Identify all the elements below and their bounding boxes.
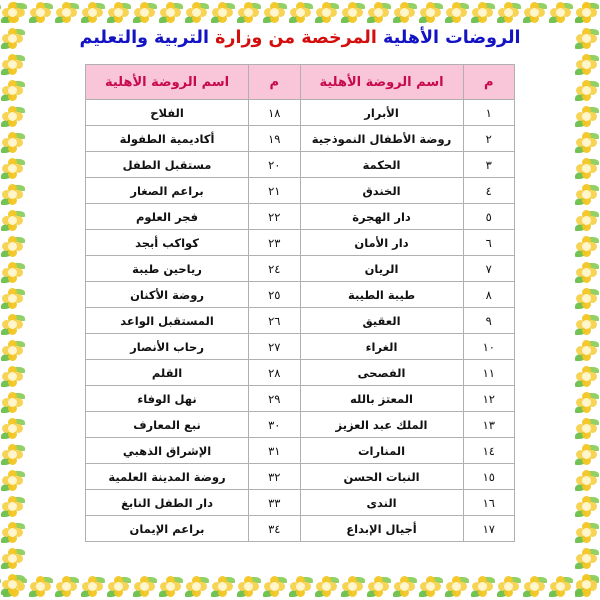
cell-num-right: ١ (463, 100, 514, 126)
flower-icon (132, 574, 158, 600)
flower-icon (28, 574, 54, 600)
cell-num-left: ٣٤ (249, 516, 300, 542)
header-num-right: م (463, 65, 514, 100)
flower-icon (0, 390, 26, 416)
flower-icon (210, 0, 236, 26)
flower-icon (574, 494, 600, 520)
table-header-row (86, 65, 515, 100)
flower-icon (574, 0, 600, 26)
cell-num-left: ٢٨ (249, 360, 300, 386)
page-title (26, 28, 574, 48)
table-row (86, 438, 515, 464)
cell-name-left: نبع المعارف (86, 412, 249, 438)
title-segment-1: الروضات الأهلية (382, 28, 521, 48)
flower-icon (418, 0, 444, 26)
flower-icon (574, 468, 600, 494)
flower-icon (392, 0, 418, 26)
flower-icon (522, 0, 548, 26)
cell-name-right: الندى (300, 490, 463, 516)
cell-num-right: ٥ (463, 204, 514, 230)
cell-num-right: ١٠ (463, 334, 514, 360)
cell-name-left: براعم الصغار (86, 178, 249, 204)
cell-name-right: طيبة الطيبة (300, 282, 463, 308)
table-row (86, 152, 515, 178)
flower-icon (392, 574, 418, 600)
cell-name-right: روضة الأطفال النموذجية (300, 126, 463, 152)
header-name-right: اسم الروضة الأهلية (300, 65, 463, 100)
flower-icon (210, 574, 236, 600)
flower-icon (0, 234, 26, 260)
flower-icon (366, 574, 392, 600)
flower-icon (0, 364, 26, 390)
cell-num-left: ٢٦ (249, 308, 300, 334)
flower-icon (574, 104, 600, 130)
cell-num-right: ٣ (463, 152, 514, 178)
cell-name-left: براعم الإيمان (86, 516, 249, 542)
table-row (86, 386, 515, 412)
cell-num-left: ٢٧ (249, 334, 300, 360)
flower-icon (0, 494, 26, 520)
decorative-border-right (574, 0, 600, 600)
table-row (86, 308, 515, 334)
flower-icon (548, 574, 574, 600)
flower-icon (444, 574, 470, 600)
flower-icon (0, 0, 26, 26)
cell-name-right: النبات الحسن (300, 464, 463, 490)
table-row (86, 126, 515, 152)
flower-icon (0, 338, 26, 364)
flower-icon (184, 574, 210, 600)
cell-name-right: الحكمة (300, 152, 463, 178)
cell-name-right: الملك عبد العزيز (300, 412, 463, 438)
cell-num-left: ٣٠ (249, 412, 300, 438)
cell-num-right: ١٣ (463, 412, 514, 438)
cell-num-right: ١١ (463, 360, 514, 386)
flower-icon (0, 520, 26, 546)
cell-name-left: روضة المدينة العلمية (86, 464, 249, 490)
header-name-left: اسم الروضة الأهلية (86, 65, 249, 100)
flower-icon (574, 416, 600, 442)
flower-icon (0, 78, 26, 104)
cell-name-left: رحاب الأنصار (86, 334, 249, 360)
cell-num-left: ٢٤ (249, 256, 300, 282)
cell-num-left: ٢١ (249, 178, 300, 204)
cell-num-right: ٩ (463, 308, 514, 334)
flower-icon (80, 0, 106, 26)
title-segment-2: المرخصة من وزارة (208, 28, 383, 48)
cell-name-right: المنارات (300, 438, 463, 464)
table-row (86, 282, 515, 308)
flower-icon (0, 182, 26, 208)
flower-icon (0, 546, 26, 572)
flower-icon (0, 156, 26, 182)
table-row (86, 100, 515, 126)
flower-icon (522, 574, 548, 600)
flower-icon (574, 312, 600, 338)
flower-icon (288, 574, 314, 600)
cell-num-left: ١٩ (249, 126, 300, 152)
table-row (86, 412, 515, 438)
cell-name-right: الفصحى (300, 360, 463, 386)
cell-name-left: المستقبل الواعد (86, 308, 249, 334)
header-num-left: م (249, 65, 300, 100)
cell-name-left: نهل الوفاء (86, 386, 249, 412)
cell-num-right: ٦ (463, 230, 514, 256)
cell-num-left: ٣٣ (249, 490, 300, 516)
cell-name-left: الإشراق الذهبي (86, 438, 249, 464)
flower-icon (158, 0, 184, 26)
kindergarten-table-wrapper (85, 64, 515, 542)
cell-num-left: ٢٩ (249, 386, 300, 412)
flower-icon (574, 26, 600, 52)
cell-num-left: ٢٣ (249, 230, 300, 256)
cell-num-right: ١٧ (463, 516, 514, 542)
flower-icon (0, 104, 26, 130)
cell-name-right: دار الأمان (300, 230, 463, 256)
flower-icon (236, 574, 262, 600)
flower-icon (236, 0, 262, 26)
flower-icon (54, 574, 80, 600)
flower-icon (0, 572, 26, 598)
table-row (86, 204, 515, 230)
table-row (86, 360, 515, 386)
flower-icon (574, 364, 600, 390)
cell-num-right: ١٥ (463, 464, 514, 490)
flower-icon (0, 260, 26, 286)
flower-icon (80, 574, 106, 600)
table-row (86, 256, 515, 282)
flower-icon (0, 442, 26, 468)
kindergarten-table (85, 64, 515, 542)
flower-icon (340, 574, 366, 600)
flower-icon (574, 78, 600, 104)
flower-icon (574, 234, 600, 260)
flower-icon (132, 0, 158, 26)
cell-name-right: الريان (300, 256, 463, 282)
cell-num-left: ١٨ (249, 100, 300, 126)
flower-icon (0, 312, 26, 338)
flower-icon (574, 338, 600, 364)
table-row (86, 516, 515, 542)
flower-icon (574, 182, 600, 208)
flower-icon (574, 130, 600, 156)
flower-icon (574, 390, 600, 416)
flower-icon (444, 0, 470, 26)
flower-icon (574, 52, 600, 78)
decorative-border-bottom (0, 574, 600, 600)
table-row (86, 178, 515, 204)
decorative-border-top (0, 0, 600, 26)
flower-icon (574, 156, 600, 182)
cell-name-right: الغراء (300, 334, 463, 360)
flower-icon (574, 442, 600, 468)
table-row (86, 230, 515, 256)
cell-name-left: أكاديمية الطفولة (86, 126, 249, 152)
flower-icon (314, 0, 340, 26)
flower-icon (0, 52, 26, 78)
flower-icon (496, 574, 522, 600)
cell-num-left: ٣١ (249, 438, 300, 464)
cell-num-right: ٧ (463, 256, 514, 282)
flower-icon (574, 208, 600, 234)
document-content (26, 26, 574, 574)
cell-name-left: مستقبل الطفل (86, 152, 249, 178)
flower-icon (0, 286, 26, 312)
flower-icon (470, 574, 496, 600)
flower-icon (288, 0, 314, 26)
cell-name-left: فجر العلوم (86, 204, 249, 230)
cell-num-left: ٢٢ (249, 204, 300, 230)
flower-icon (548, 0, 574, 26)
flower-icon (158, 574, 184, 600)
flower-icon (262, 0, 288, 26)
cell-num-right: ١٦ (463, 490, 514, 516)
flower-icon (574, 572, 600, 598)
table-row (86, 334, 515, 360)
flower-icon (340, 0, 366, 26)
flower-icon (574, 546, 600, 572)
flower-icon (262, 574, 288, 600)
cell-num-right: ٢ (463, 126, 514, 152)
flower-icon (0, 26, 26, 52)
flower-icon (0, 416, 26, 442)
cell-name-right: الخندق (300, 178, 463, 204)
flower-icon (54, 0, 80, 26)
cell-name-right: الأبرار (300, 100, 463, 126)
cell-num-right: ١٢ (463, 386, 514, 412)
cell-name-left: كواكب أبجد (86, 230, 249, 256)
table-row (86, 464, 515, 490)
cell-name-left: القلم (86, 360, 249, 386)
flower-icon (574, 260, 600, 286)
flower-icon (28, 0, 54, 26)
flower-icon (184, 0, 210, 26)
flower-icon (574, 520, 600, 546)
cell-name-left: دار الطفل النابغ (86, 490, 249, 516)
flower-icon (0, 468, 26, 494)
flower-icon (366, 0, 392, 26)
table-body (86, 100, 515, 542)
flower-icon (574, 286, 600, 312)
cell-name-right: دار الهجرة (300, 204, 463, 230)
cell-name-left: رياحين طيبة (86, 256, 249, 282)
flower-icon (0, 208, 26, 234)
title-segment-3: التربية والتعليم (79, 28, 209, 48)
cell-num-right: ٤ (463, 178, 514, 204)
cell-name-right: المعتز بالله (300, 386, 463, 412)
cell-num-right: ٨ (463, 282, 514, 308)
cell-name-left: الفلاح (86, 100, 249, 126)
table-header (86, 65, 515, 100)
cell-num-left: ٣٢ (249, 464, 300, 490)
flower-icon (314, 574, 340, 600)
flower-icon (496, 0, 522, 26)
decorative-border-left (0, 0, 26, 600)
cell-num-right: ١٤ (463, 438, 514, 464)
flower-icon (0, 130, 26, 156)
cell-num-left: ٢٥ (249, 282, 300, 308)
cell-name-right: العقيق (300, 308, 463, 334)
flower-icon (106, 574, 132, 600)
cell-name-left: روضة الأكنان (86, 282, 249, 308)
cell-name-right: أجيال الإبداع (300, 516, 463, 542)
flower-icon (470, 0, 496, 26)
table-row (86, 490, 515, 516)
cell-num-left: ٢٠ (249, 152, 300, 178)
flower-icon (418, 574, 444, 600)
flower-icon (106, 0, 132, 26)
